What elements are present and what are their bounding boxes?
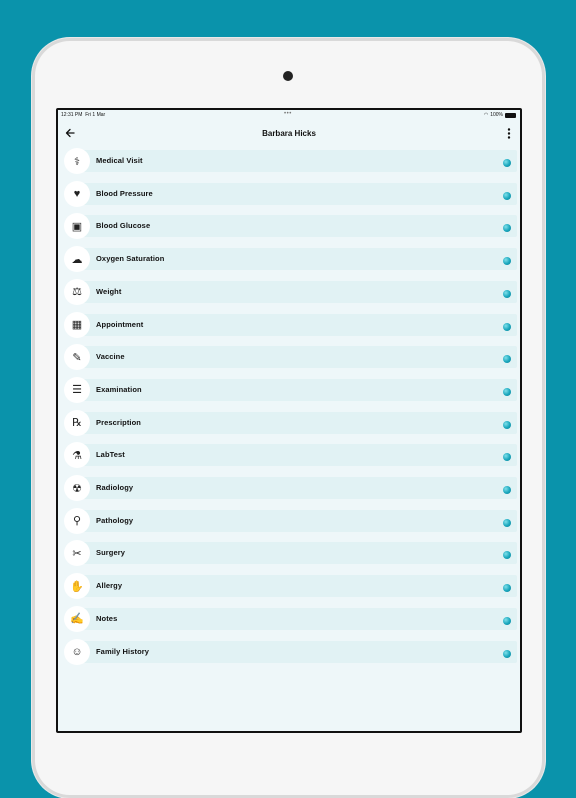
list-item-label: Prescription bbox=[96, 417, 141, 427]
list-item-background bbox=[77, 575, 517, 597]
lab-test-icon: ⚗ bbox=[64, 442, 90, 468]
list-item-background bbox=[77, 150, 517, 172]
prescription-icon: ℞ bbox=[64, 410, 90, 436]
list-item-background bbox=[77, 346, 517, 368]
status-bar bbox=[58, 110, 520, 120]
list-item[interactable] bbox=[64, 410, 514, 436]
multitask-dots[interactable]: ••• bbox=[284, 111, 292, 117]
chevron-dot-icon bbox=[503, 388, 511, 396]
list-item-label: Allergy bbox=[96, 581, 123, 591]
chevron-dot-icon bbox=[503, 584, 511, 592]
chevron-dot-icon bbox=[503, 551, 511, 559]
list-item-background bbox=[77, 542, 517, 564]
chevron-dot-icon bbox=[503, 290, 511, 298]
list-item[interactable] bbox=[64, 213, 514, 239]
status-time-text: 12:31 PM bbox=[61, 112, 83, 118]
list-item-background bbox=[77, 379, 517, 401]
battery-percent: 100% bbox=[490, 112, 503, 118]
list-item-label: Blood Pressure bbox=[96, 188, 153, 198]
list-item[interactable] bbox=[64, 148, 514, 174]
weight-scale-icon: ⚖ bbox=[64, 279, 90, 305]
microscope-icon: ⚲ bbox=[64, 508, 90, 534]
more-menu-button[interactable] bbox=[504, 125, 514, 141]
list-item[interactable] bbox=[64, 181, 514, 207]
medical-visit-icon: ⚕ bbox=[64, 148, 90, 174]
list-item-background bbox=[77, 281, 517, 303]
more-vertical-icon bbox=[507, 128, 511, 139]
list-item-label: Examination bbox=[96, 384, 142, 394]
page-title: Barbara Hicks bbox=[262, 129, 316, 138]
chevron-dot-icon bbox=[503, 650, 511, 658]
list-item[interactable] bbox=[64, 279, 514, 305]
list-item-label: Appointment bbox=[96, 319, 144, 329]
notes-icon: ✍ bbox=[64, 606, 90, 632]
list-item[interactable] bbox=[64, 442, 514, 468]
chevron-dot-icon bbox=[503, 617, 511, 625]
blood-pressure-icon: ♥ bbox=[64, 181, 90, 207]
status-time bbox=[61, 112, 105, 118]
battery-icon bbox=[505, 113, 516, 118]
list-item-background bbox=[77, 444, 517, 466]
chevron-dot-icon bbox=[503, 257, 511, 265]
list-item-label: Notes bbox=[96, 613, 118, 623]
list-item-label: Radiology bbox=[96, 483, 134, 492]
status-date-text: Fri 1 Mar bbox=[85, 112, 106, 118]
chevron-dot-icon bbox=[503, 192, 511, 200]
radiology-icon: ☢ bbox=[64, 475, 90, 501]
list-item-label: Vaccine bbox=[96, 352, 125, 362]
list-item[interactable] bbox=[64, 246, 514, 272]
list-item-background bbox=[77, 608, 517, 630]
clipboard-icon: ☰ bbox=[64, 377, 90, 403]
surgery-icon: ✂ bbox=[64, 540, 90, 566]
allergy-hand-icon: ✋ bbox=[64, 573, 90, 599]
blood-glucose-icon: ▣ bbox=[64, 213, 90, 239]
list-item[interactable] bbox=[64, 606, 514, 632]
list-item-label: Medical Visit bbox=[96, 156, 143, 165]
front-camera bbox=[283, 71, 293, 81]
list-item-label: LabTest bbox=[96, 450, 125, 460]
family-icon: ☺ bbox=[64, 639, 90, 665]
list-item[interactable] bbox=[64, 344, 514, 370]
calendar-icon: ▦ bbox=[64, 312, 90, 338]
screen bbox=[56, 108, 522, 733]
wifi-icon: ◠ bbox=[483, 112, 489, 118]
chevron-dot-icon bbox=[503, 159, 511, 167]
list-item[interactable] bbox=[64, 475, 514, 501]
chevron-dot-icon bbox=[503, 453, 511, 461]
list-item-label: Weight bbox=[96, 286, 122, 296]
list-item-label: Blood Glucose bbox=[96, 221, 151, 231]
list-item[interactable] bbox=[64, 573, 514, 599]
list-item-background bbox=[77, 510, 517, 532]
list-item[interactable] bbox=[64, 508, 514, 534]
chevron-dot-icon bbox=[503, 224, 511, 232]
chevron-dot-icon bbox=[503, 486, 511, 494]
syringe-icon: ✎ bbox=[64, 344, 90, 370]
list-item[interactable] bbox=[64, 377, 514, 403]
chevron-dot-icon bbox=[503, 355, 511, 363]
list-item-label: Oxygen Saturation bbox=[96, 254, 165, 264]
list-item[interactable] bbox=[64, 312, 514, 338]
list-item-background bbox=[77, 412, 517, 434]
chevron-dot-icon bbox=[503, 323, 511, 331]
chevron-dot-icon bbox=[503, 421, 511, 429]
chevron-dot-icon bbox=[503, 519, 511, 527]
list-item-label: Family History bbox=[96, 646, 150, 656]
list-item[interactable] bbox=[64, 639, 514, 665]
app-screen bbox=[58, 110, 520, 731]
list-item[interactable] bbox=[64, 540, 514, 566]
status-right bbox=[484, 112, 516, 118]
list-item-label: Pathology bbox=[96, 515, 134, 525]
list-item-label: Surgery bbox=[96, 548, 126, 558]
list-item-background bbox=[77, 477, 517, 499]
oxygen-saturation-icon: ☁ bbox=[64, 246, 90, 272]
